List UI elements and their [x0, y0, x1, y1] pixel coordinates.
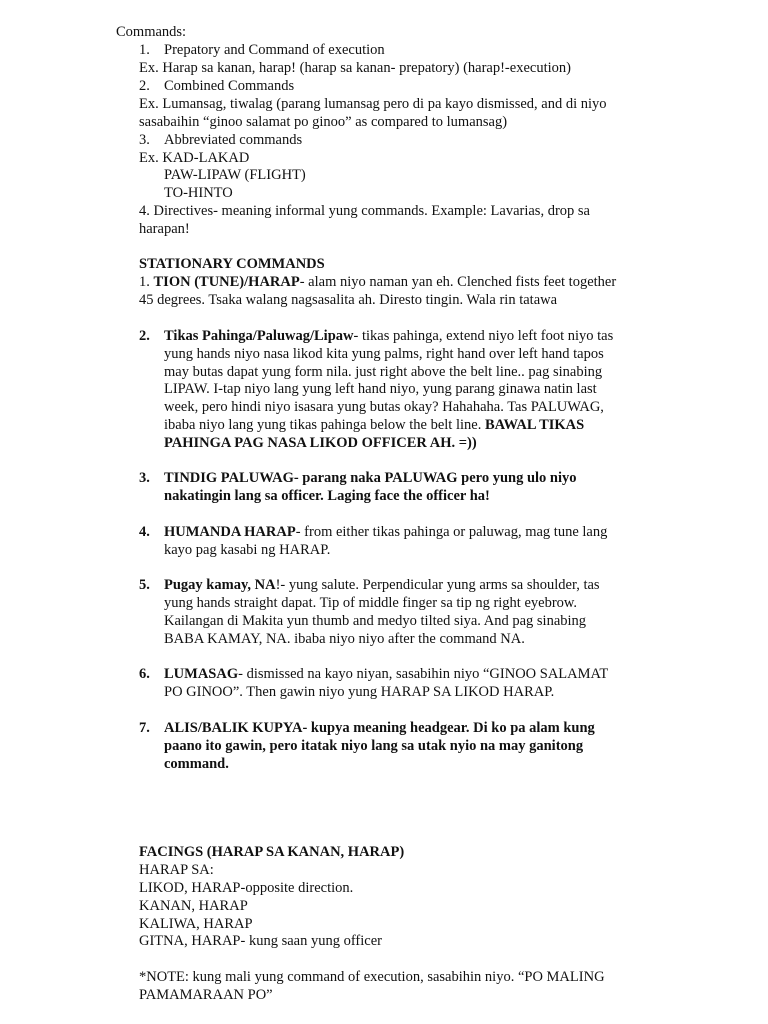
list-number: 3.: [139, 132, 150, 148]
example-text: PAW-LIPAW (FLIGHT): [164, 167, 306, 183]
list-item: Pugay kamay, NA!- yung salute. Perpendicular yung arms sa shoulder, tas: [164, 577, 600, 593]
facings-line: KANAN, HARAP: [139, 898, 248, 914]
facings-line: HARAP SA:: [139, 862, 214, 878]
list-number: 6.: [139, 666, 150, 682]
list-item-text: yung hands niyo nasa likod kita yung palms, right hand over left hand tapos: [164, 346, 604, 362]
list-item-text: paano ito gawin, pero itatak niyo lang sa utak nyio na may ganitong: [164, 738, 584, 754]
facings-line: GITNA, HARAP- kung saan yung officer: [139, 933, 382, 949]
list-item-text: yung hands straight dapat. Tip of middle finger sa tip ng right eyebrow.: [164, 595, 578, 611]
list-item-text: BABA KAMAY, NA. ibaba niyo niyo after the command NA.: [164, 631, 525, 647]
list-item-text: PO GINOO”. Then gawin niyo yung HARAP SA LIKOD HARAP.: [164, 684, 555, 700]
example-text: sasabaihin “ginoo salamat po ginoo” as compared to lumansag): [139, 114, 508, 130]
commands-title: Commands:: [116, 24, 187, 40]
list-item: LUMASAG- dismissed na kayo niyan, sasabihin niyo “GINOO SALAMAT: [164, 666, 609, 682]
list-number: 1.: [139, 42, 150, 58]
list-item-text: kayo pag kasabi ng HARAP.: [164, 542, 331, 558]
list-number: 3.: [139, 470, 150, 486]
list-item-text: LIPAW. I-tap niyo lang yung left hand niyo, yung parang ginawa natin last: [164, 381, 597, 397]
list-item-text: nakatingin lang sa officer. Laging face the officer ha!: [164, 488, 490, 504]
list-item-text: ibaba niyo lang yung tikas pahinga below the belt line. BAWAL TIKAS: [164, 417, 585, 433]
example-text: Ex. Harap sa kanan, harap! (harap sa kanan- prepatory) (harap!-execution): [139, 60, 571, 76]
list-number: 2.: [139, 78, 150, 94]
list-item: TINDIG PALUWAG- parang naka PALUWAG pero yung ulo niyo: [164, 470, 577, 486]
list-item-text: week, pero hindi niyo isasara yung butas okay? Hahahaha. Tas PALUWAG,: [164, 399, 604, 415]
list-item: Prepatory and Command of execution: [164, 42, 385, 58]
example-text: Ex. Lumansag, tiwalag (parang lumansag pero di pa kayo dismissed, and di niyo: [139, 96, 607, 112]
section-heading: FACINGS (HARAP SA KANAN, HARAP): [139, 844, 405, 860]
list-item-text: may butas dapat yung form nila. just right above the belt line.. pag sinabing: [164, 364, 603, 380]
list-item: harapan!: [139, 221, 190, 237]
list-item-text: 45 degrees. Tsaka walang nagsasalita ah. Diresto tingin. Wala rin tatawa: [139, 292, 558, 308]
list-item: HUMANDA HARAP- from either tikas pahinga or paluwag, mag tune lang: [164, 524, 608, 540]
facings-line: KALIWA, HARAP: [139, 916, 253, 932]
facings-line: LIKOD, HARAP-opposite direction.: [139, 880, 354, 896]
list-item: 1. TION (TUNE)/HARAP- alam niyo naman yan eh. Clenched fists feet together: [139, 274, 617, 290]
example-text: TO-HINTO: [164, 185, 233, 201]
section-heading: STATIONARY COMMANDS: [139, 256, 325, 272]
list-number: 5.: [139, 577, 150, 593]
note-text: *NOTE: kung mali yung command of execution, sasabihin niyo. “PO MALING: [139, 969, 605, 985]
list-number: 2.: [139, 328, 150, 344]
list-number: 7.: [139, 720, 150, 736]
list-number: 4.: [139, 524, 150, 540]
list-item: Tikas Pahinga/Paluwag/Lipaw- tikas pahinga, extend niyo left foot niyo tas: [164, 328, 614, 344]
list-item: Abbreviated commands: [164, 132, 303, 148]
list-item-text: PAHINGA PAG NASA LIKOD OFFICER AH. =)): [164, 435, 477, 451]
list-item: 4. Directives- meaning informal yung commands. Example: Lavarias, drop sa: [139, 203, 590, 219]
note-text: PAMAMARAAN PO”: [139, 987, 273, 1003]
example-text: Ex. KAD-LAKAD: [139, 150, 250, 166]
list-item: ALIS/BALIK KUPYA- kupya meaning headgear. Di ko pa alam kung: [164, 720, 595, 736]
list-item: Combined Commands: [164, 78, 295, 94]
list-item-text: command.: [164, 756, 229, 772]
list-item-text: Kailangan di Makita yun thumb and medyo tilted siya. And pag sinabing: [164, 613, 587, 629]
